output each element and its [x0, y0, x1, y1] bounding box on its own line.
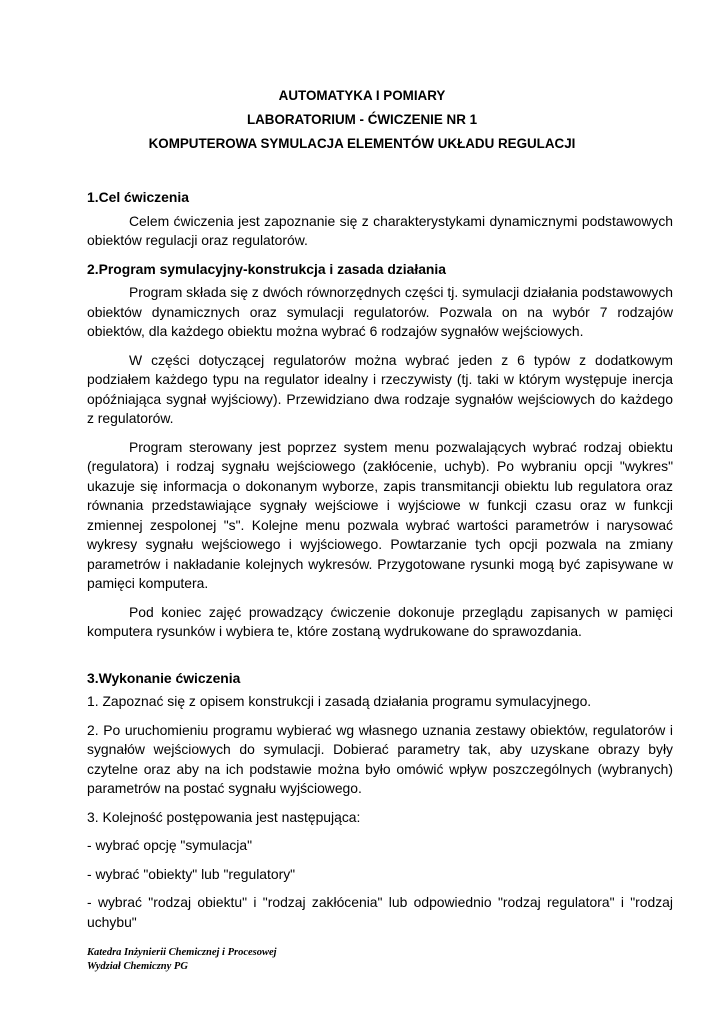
exercise-title: KOMPUTEROWA SYMULACJA ELEMENTÓW UKŁADU REGULACJI	[148, 136, 576, 151]
section2-paragraph-4: Pod koniec zajęć prowadzący ćwiczenie dokonuje przeglądu zapisanych w pamięci komputera rysunków i wybiera te, które zostaną wydrukowane do sprawozdania.	[87, 603, 673, 639]
section3-heading: 3.Wykonanie ćwiczenia	[87, 669, 241, 686]
section1-heading: 1.Cel ćwiczenia	[87, 189, 189, 205]
section1-paragraph: Celem ćwiczenia jest zapoznanie się z charakterystykami dynamicznymi podstawowych obiektów regulacji oraz regulatorów.	[87, 212, 673, 248]
footer-department: Katedra Inżynierii Chemicznej i Procesowej	[87, 947, 277, 958]
section3-step-1: - wybrać opcję "symulacja"	[87, 837, 253, 853]
page-footer	[87, 946, 277, 974]
section2-paragraph-3: Program sterowany jest poprzez system menu pozwalających wybrać rodzaj obiektu (regulatora) i rodzaj sygnału wejściowego (zakłócenie, uchyb). Po wybraniu opcji "wykres" ukazuje się informacja o dokonanym wyborze, zapis transmitancji obiektu lub regulatora oraz równania przedstawiające sygnały wejściowe i wyjściowe w funkcji czasu oraz w funkcji zmiennej zespolonej "s". Kolejne menu pozwala wybrać wartości parametrów i narysować wykresy sygnału wejściowego i wyjściowego. Powtarzanie tych opcji pozwala na zmiany parametrów i nakładanie kolejnych wykresów. Przygotowane rysunki mogą być zapisywane w pamięci komputera.	[87, 438, 673, 591]
document-body	[87, 188, 673, 941]
section3-step-3: - wybrać "rodzaj obiektu" i "rodzaj zakłócenia" lub odpowiednio "rodzaj regulatora" i "rodzaj uchybu"	[87, 894, 673, 930]
document-header	[0, 88, 724, 160]
lab-title: LABORATORIUM - ĆWICZENIE NR 1	[246, 112, 478, 127]
section3-item-1: 1. Zapoznać się z opisem konstrukcji i zasadą działania programu symulacyjnego.	[87, 693, 592, 709]
section3-step-2: - wybrać "obiekty" lub "regulatory"	[87, 865, 296, 882]
section2-paragraph-1: Program składa się z dwóch równorzędnych części tj. symulacji działania podstawowych obiektów dynamicznych oraz symulacji regulatorów. Pozwala on na wybór 7 rodzajów obiektów, dla każdego obiektu można wybrać 6 rodzajów sygnałów wejściowych.	[87, 284, 673, 339]
section-gap	[87, 651, 673, 669]
section3-item-2: 2. Po uruchomieniu programu wybierać wg własnego uznania zestawy obiektów, regulatorów i sygnałów wejściowych do symulacji. Dobierać parametry tak, aby uzyskane obrazy były czytelne oraz aby na ich podstawie można było omówić wpływ poszczególnych (wybranych) parametrów na postać sygnału wyjściowego.	[87, 721, 673, 796]
footer-faculty: Wydział Chemiczny PG	[87, 961, 188, 972]
section2-paragraph-2: W części dotyczącej regulatorów można wybrać jeden z 6 typów z dodatkowym podziałem każdego typu na regulator idealny i rzeczywisty (tj. taki w którym występuje inercja opóźniająca sygnał wyjściowy). Przewidziano dwa rodzaje sygnałów wejściowych do każdego z regulatorów.	[87, 351, 673, 426]
section3-item-3: 3. Kolejność postępowania jest następująca:	[87, 808, 361, 825]
section2-heading: 2.Program symulacyjny-konstrukcja i zasada działania	[87, 260, 446, 277]
course-title: AUTOMATYKA I POMIARY	[278, 88, 446, 103]
